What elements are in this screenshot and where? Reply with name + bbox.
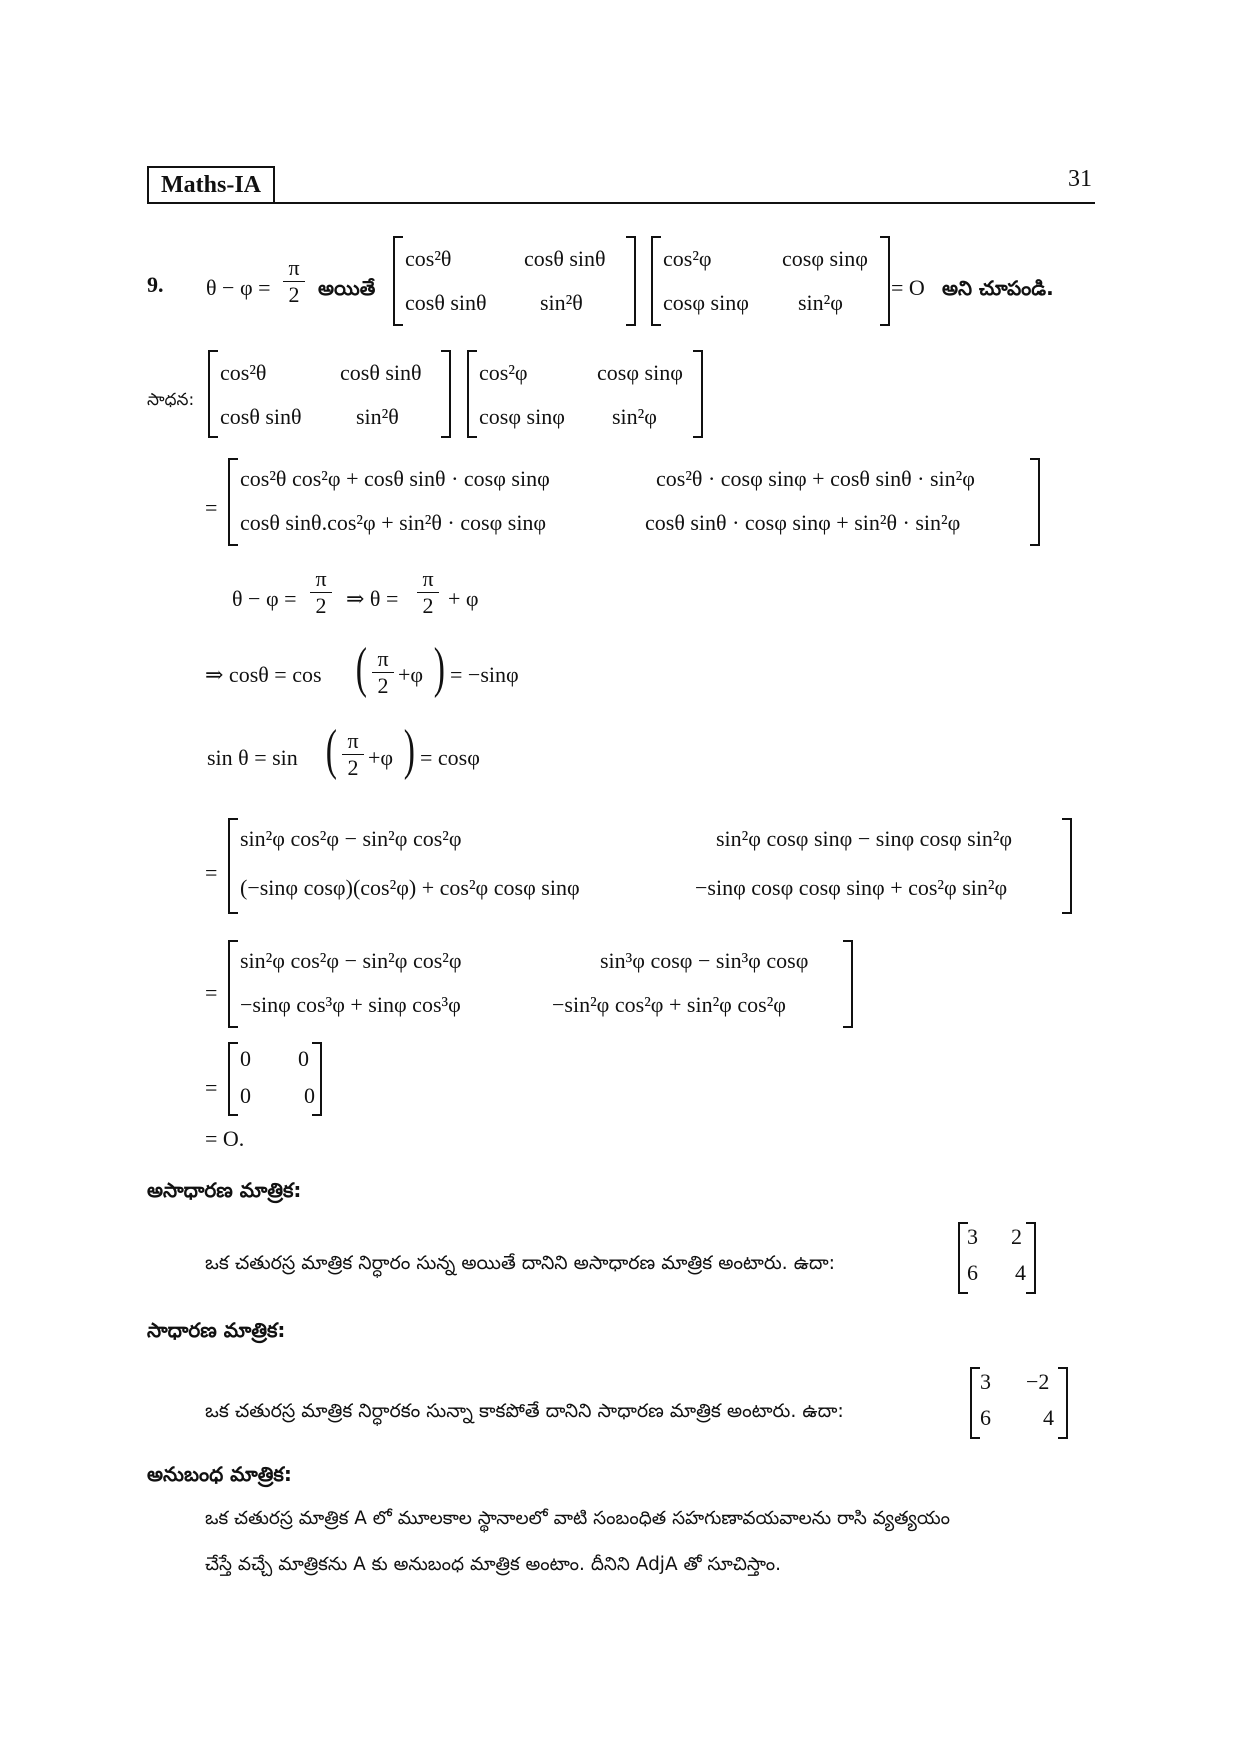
step3-inner: +φ: [368, 745, 394, 770]
pi-over-2: π 2: [372, 646, 394, 699]
matrix-cell: sin²θ: [540, 290, 583, 315]
step1-mid: ⇒ θ =: [346, 586, 399, 611]
matrix-cell: 2: [1011, 1224, 1022, 1249]
step1-tail: + φ: [448, 586, 479, 611]
matrix-cell: cosθ sinθ: [340, 360, 422, 385]
section-heading: సాధారణ మాత్రిక:: [147, 1318, 286, 1342]
header-rule: [147, 202, 1095, 204]
bracket-right: [1030, 458, 1040, 546]
matrix-cell: sin²φ: [612, 404, 657, 429]
matrix-cell: 6: [967, 1260, 978, 1285]
matrix-cell: 0: [304, 1083, 315, 1108]
bracket-left: [393, 236, 403, 326]
matrix-cell: −sin²φ cos²φ + sin²φ cos²φ: [552, 992, 786, 1017]
matrix-cell: sin²φ cos²φ − sin²φ cos²φ: [240, 948, 462, 973]
paren-right: ): [433, 637, 445, 699]
bracket-right: [312, 1042, 322, 1116]
matrix-cell: cosθ sinθ: [405, 290, 487, 315]
matrix-cell: 4: [1015, 1260, 1026, 1285]
step1-lhs: θ − φ =: [232, 586, 297, 611]
matrix-cell: cosθ sinθ: [524, 246, 606, 271]
pi-over-2: π 2: [283, 255, 305, 308]
equals-sign: =: [205, 1075, 218, 1100]
matrix-cell: sin²φ: [798, 290, 843, 315]
matrix-cell: cosφ sinφ: [782, 246, 868, 271]
condition-lhs: θ − φ =: [206, 275, 271, 300]
if-word: అయితే: [318, 276, 376, 300]
subject-header: Maths-IA: [147, 166, 275, 204]
matrix-cell: −sinφ cosφ cosφ sinφ + cos²φ sin²φ: [695, 875, 1008, 900]
section-text-line: ఒక చతురస్ర మాత్రిక A లో మూలకాల స్థానాలలో వాటి సంబంధిత సహగుణావయవాలను రాసి వ్యత్యయం: [205, 1508, 951, 1529]
section-heading: అనుబంధ మాత్రిక:: [147, 1462, 292, 1486]
equals-sign: =: [205, 495, 218, 520]
matrix-cell: sin²φ cosφ sinφ − sinφ cosφ sin²φ: [716, 826, 1013, 851]
matrix-cell: cosθ sinθ · cosφ sinφ + sin²θ · sin²φ: [645, 510, 961, 535]
matrix-cell: sin²φ cos²φ − sin²φ cos²φ: [240, 826, 462, 851]
pi-over-2: π 2: [342, 728, 364, 781]
page-number: 31: [1068, 166, 1092, 192]
matrix-cell: (−sinφ cosφ)(cos²φ) + cos²φ cosφ sinφ: [240, 875, 580, 900]
bracket-left: [208, 350, 218, 438]
bracket-left: [228, 1042, 238, 1116]
matrix-cell: cosφ sinφ: [479, 404, 565, 429]
equals-o: = O: [891, 275, 925, 300]
bracket-right: [880, 236, 890, 326]
final-result: = O.: [205, 1126, 245, 1151]
equals-sign: =: [205, 980, 218, 1005]
problem-number: 9.: [147, 272, 164, 297]
matrix-cell: cosθ sinθ: [220, 404, 302, 429]
bracket-right: [1062, 818, 1072, 914]
matrix-cell: 6: [980, 1405, 991, 1430]
matrix-cell: 4: [1043, 1405, 1054, 1430]
bracket-right: [441, 350, 451, 438]
section-heading: అసాధారణ మాత్రిక:: [147, 1178, 302, 1202]
paren-left: (: [325, 719, 337, 781]
bracket-left: [651, 236, 661, 326]
step3-lhs: sin θ = sin: [207, 745, 298, 770]
bracket-left: [467, 350, 477, 438]
matrix-cell: 3: [980, 1369, 991, 1394]
matrix-cell: cos²θ cos²φ + cosθ sinθ · cosφ sinφ: [240, 466, 550, 491]
bracket-left: [228, 818, 238, 914]
matrix-cell: 3: [967, 1224, 978, 1249]
bracket-right: [1058, 1367, 1068, 1439]
matrix-cell: cos²φ: [479, 360, 528, 385]
matrix-cell: cosθ sinθ.cos²φ + sin²θ · cosφ sinφ: [240, 510, 547, 535]
matrix-cell: 0: [240, 1046, 251, 1071]
bracket-left: [970, 1367, 980, 1439]
matrix-cell: cos²θ: [220, 360, 267, 385]
paren-right: ): [403, 719, 415, 781]
matrix-cell: cos²θ · cosφ sinφ + cosθ sinθ · sin²φ: [656, 466, 975, 491]
matrix-cell: cos²φ: [663, 246, 712, 271]
bracket-right: [693, 350, 703, 438]
step3-rhs: = cosφ: [420, 745, 480, 770]
bracket-right: [1026, 1222, 1036, 1294]
paren-left: (: [355, 637, 367, 699]
matrix-cell: −sinφ cos³φ + sinφ cos³φ: [240, 992, 461, 1017]
step2-lhs: ⇒ cosθ = cos: [205, 662, 322, 687]
matrix-cell: cosφ sinφ: [597, 360, 683, 385]
pi-over-2: π 2: [417, 566, 439, 619]
matrix-cell: −2: [1026, 1369, 1050, 1394]
section-text-line: చేస్తే వచ్చే మాత్రికను A కు అనుబంధ మాత్రిక అంటాం. దీనిని AdjA తో సూచిస్తాం.: [205, 1554, 782, 1575]
pi-over-2: π 2: [310, 566, 332, 619]
equals-sign: =: [205, 860, 218, 885]
matrix-cell: sin³φ cosφ − sin³φ cosφ: [600, 948, 809, 973]
bracket-left: [228, 458, 238, 546]
matrix-cell: cos²θ: [405, 246, 452, 271]
matrix-cell: sin²θ: [356, 404, 399, 429]
bracket-right: [626, 236, 636, 326]
matrix-cell: 0: [240, 1083, 251, 1108]
step2-inner: +φ: [398, 662, 424, 687]
matrix-cell: cosφ sinφ: [663, 290, 749, 315]
section-text: ఒక చతురస్ర మాత్రిక నిర్ధారం సున్న అయితే దానిని అసాధారణ మాత్రిక అంటారు. ఉదా:: [205, 1252, 836, 1274]
solution-label: సాధన:: [147, 390, 195, 410]
show-that-text: అని చూపండి.: [942, 276, 1054, 300]
section-text: ఒక చతురస్ర మాత్రిక నిర్ధారకం సున్నా కాకపోతే దానిని సాధారణ మాత్రిక అంటారు. ఉదా:: [205, 1400, 844, 1422]
bracket-right: [843, 940, 853, 1028]
matrix-cell: 0: [298, 1046, 309, 1071]
step2-rhs: = −sinφ: [450, 662, 519, 687]
bracket-left: [228, 940, 238, 1028]
